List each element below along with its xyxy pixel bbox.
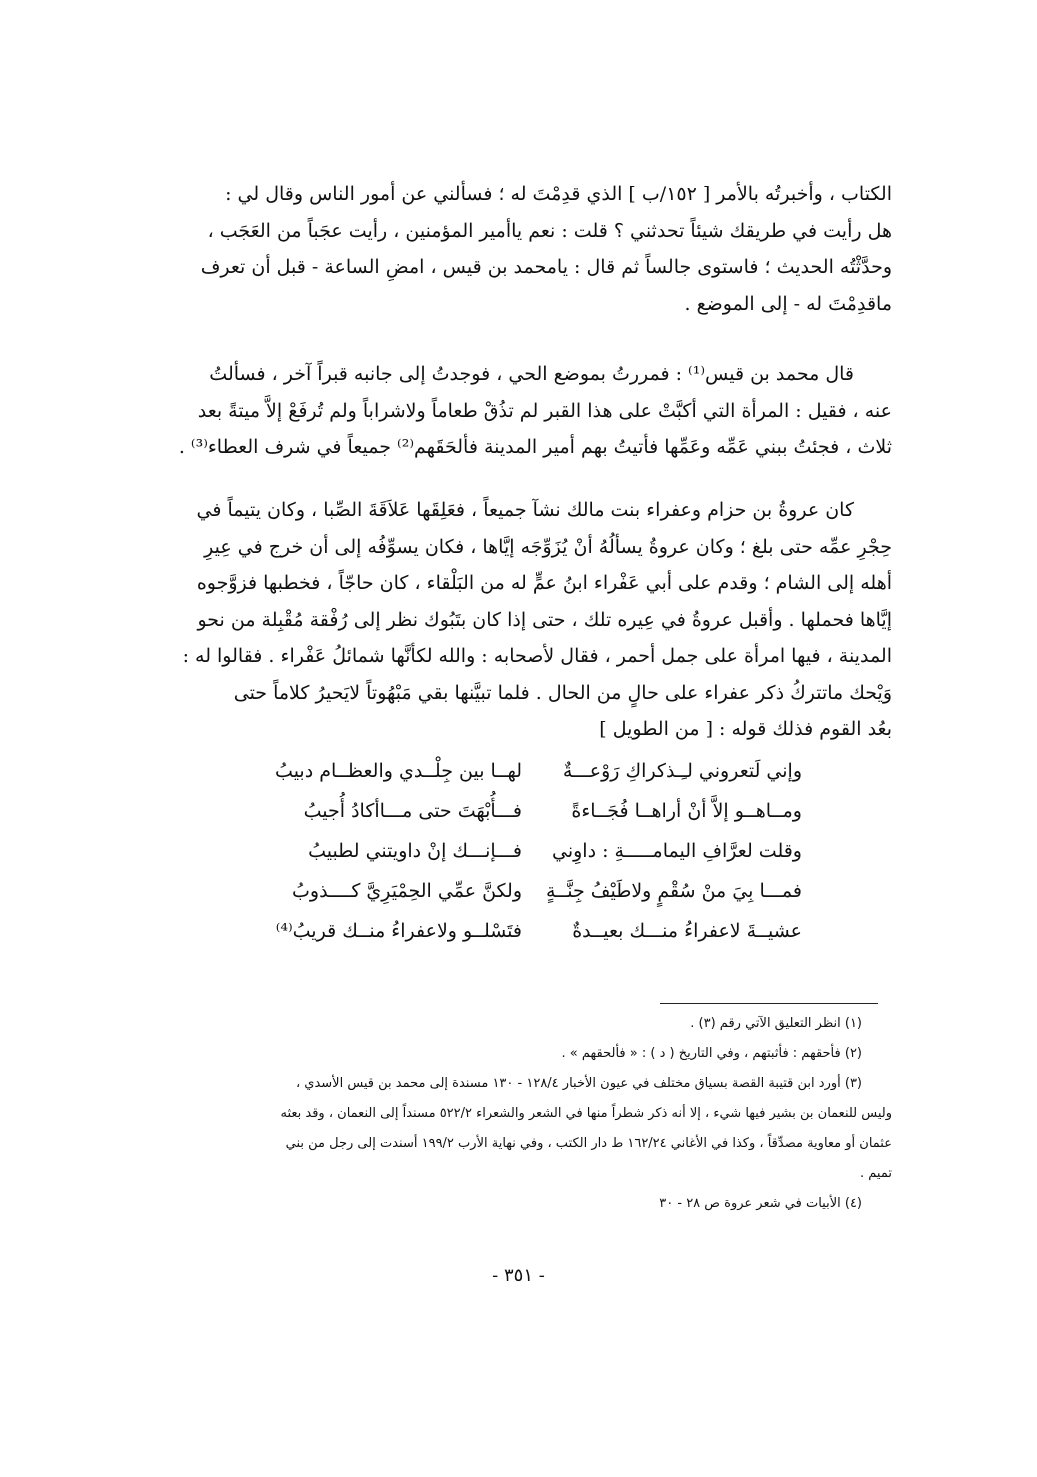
verse-first-hemistich: وقلت لعرَّافِ اليمامـــــةِ : داوِني (552, 840, 802, 862)
paragraph-line: هل رأيت في طريقك شيئاً تحدثني ؟ قلت : نعم ياأمير المؤمنين ، رأيت عجَباً من العَجَب ، (207, 219, 892, 242)
verse-line (162, 760, 892, 796)
verse-line (162, 800, 892, 836)
verse-first-hemistich: عشيــةَ لاعفراءُ منـــك بعيــدةٌ (572, 920, 802, 942)
page-number: - ٣٥١ - (492, 1265, 545, 1286)
verse-line (162, 840, 892, 876)
footnotes (162, 1016, 892, 1246)
footnote-continuation: تميم . (860, 1166, 892, 1181)
footnote: (٣) أورد ابن قتيبة القصة بسياق مختلف في عيون الأخبار ١٢٨/٤ - ١٣٠ مسندة إلى محمد بن قيس الأسدي ، (295, 1076, 862, 1091)
paragraph-1 (162, 176, 892, 322)
paragraph-line: حِجْرِ عمِّه حتى بلغ ؛ وكان عروةُ يسألُهُ أنْ يُزَوِّجَه إيَّاها ، فكان يسوِّفُه إلى أن خرج في عِيرِ (204, 535, 892, 558)
paragraph-line: قال محمد بن قيس⁽¹⁾ : فمررتُ بموضع الحي ، فوجدتُ إلى جانبه قبراً آخر ، فسألتُ (209, 363, 854, 385)
verse-line (162, 880, 892, 916)
footnote-continuation: وليس للنعمان بن بشير فيها شيء ، إلا أنه ذكر شطراً منها في الشعر والشعراء ٥٢٢/٢ مسنداً إلى النعمان ، وقد بعثه (280, 1106, 892, 1121)
paragraph-line: الكتاب ، وأخبرتُه بالأمر [ ١٥٢/ب ] الذي قدِمْتَ له ؛ فسألني عن أمور الناس وقال لي : (225, 183, 892, 205)
verse-second-hemistich: ولكنَّ عمِّي الحِمْيَرِيَّ كــــذوبُ (292, 880, 522, 902)
paragraph-line: أهله إلى الشام ؛ وقدم على أبي عَفْراء ابنُ عمٍّ له من البَلْقاء ، كان حاجّاً ، فخطبها فزوَّجوه (196, 572, 892, 594)
footnote-divider (660, 1003, 878, 1004)
verse-second-hemistich: لهــا بين جِلْــدي والعظــام دبيبُ (275, 760, 522, 782)
footnote: (١) انظر التعليق الآتي رقم (٣) . (690, 1016, 862, 1031)
paragraph-3 (162, 492, 892, 748)
paragraph-line: عنه ، فقيل : المرأة التي أكبَّتْ على هذا القبر لم تذُقْ طعاماً ولاشراباً ولم تُرفَعْ إلاَّ ميتةً بعد (197, 399, 892, 422)
paragraph-line: وَيْحك ماتتركُ ذكر عفراء على حالٍ من الحال . فلما تبيَّنها بقي مَبْهُوتاً لايَحيرُ كلاماً حتى (233, 681, 892, 704)
verse-second-hemistich: فـــإنـــك إنْ داويتني لطبيبُ (308, 840, 522, 862)
paragraph-line: إيَّاها فحملها . وأقبل عروةُ في عِيره تلك ، حتى إذا كان بتَبُوك نظر إلى رُفْقة مُقْبِلة من نحو (197, 608, 892, 631)
paragraph-line: وحدَّثْتُه الحديث ؛ فاستوى جالساً ثم قال : يامحمد بن قيس ، امضِ الساعة - قبل أن تعرف (200, 256, 892, 278)
verse-second-hemistich: فتَسْلــو ولاعفراءُ منــك قريبُ⁽⁴⁾ (275, 920, 522, 942)
footnote-continuation: عثمان أو معاوية مصدِّقاً ، وكذا في الأغاني ١٦٢/٢٤ ط دار الكتب ، وفي نهاية الأرب ١٩٩/٢ أسندت إلى رجل من بني (285, 1136, 892, 1151)
footnote: (٢) فأحقهم : فأثبتهم ، وفي التاريخ ( د ) : « فألحقهم » . (561, 1046, 862, 1061)
paragraph-line: بعُد القوم فذلك قوله : [ من الطويل ] (599, 718, 892, 740)
paragraph-line: كان عروةُ بن حزام وعفراء بنت مالك نشآ جميعاً ، فعَلِقَها عَلاَقَةَ الصِّبا ، وكان يتيماً في (196, 499, 854, 521)
paragraph-2 (162, 356, 892, 466)
verse-second-hemistich: فـــأُبْهَتَ حتى مـــاأكادُ أُجيبُ (303, 800, 522, 822)
footnote: (٤) الأبيات في شعر عروة ص ٢٨ - ٣٠ (659, 1196, 862, 1211)
verse-first-hemistich: وإني لَتعروني لـِـذكراكِ رَوْعـــةٌ (562, 760, 802, 782)
paragraph-line: ثلاث ، فجئتُ ببني عَمِّه وعَمِّها فأتيتُ بهم أمير المدينة فألحَقَهم⁽²⁾ جميعاً في شرف العطاء⁽³⁾ . (178, 436, 892, 458)
verse-first-hemistich: فمـــا بِيَ منْ سُقْمٍ ولاطَيْفُ جِنَّــةٍ (545, 880, 802, 902)
paragraph-line: ماقدِمْتَ له - إلى الموضع . (684, 292, 892, 315)
verse-line (162, 920, 892, 956)
paragraph-line: المدينة ، فيها امرأة على جمل أحمر ، فقال لأصحابه : والله لكأنَّها شمائلُ عَفْراء . فقالوا له : (182, 645, 892, 667)
verse-first-hemistich: ومــاهــو إلاَّ أنْ أراهــا فُجَــاءةً (571, 800, 802, 822)
